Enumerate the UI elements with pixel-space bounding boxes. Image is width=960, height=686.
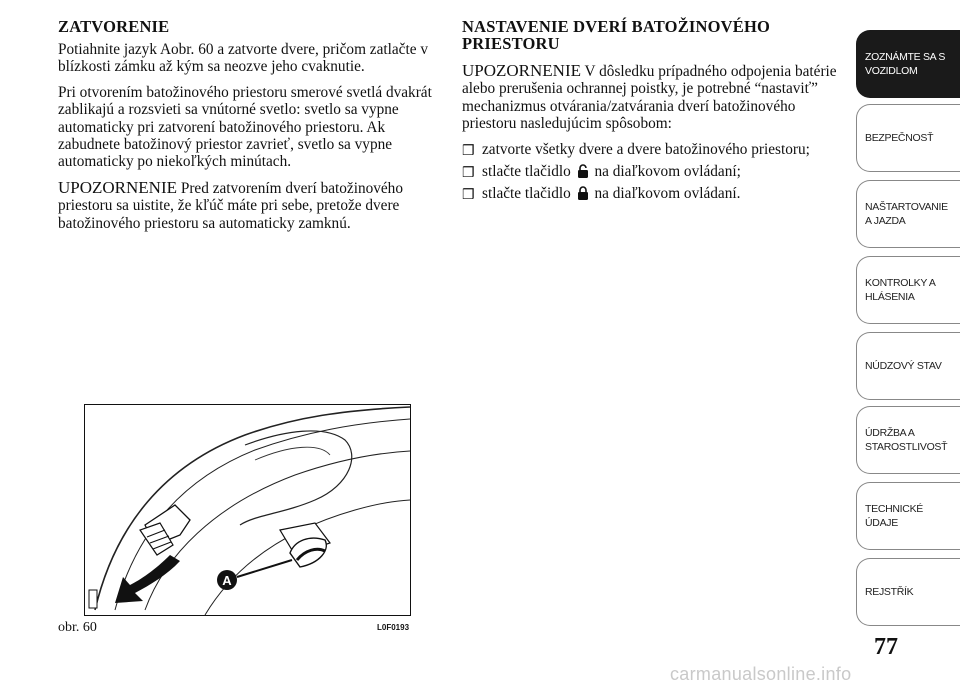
- warning-paragraph-key: [58, 179, 438, 232]
- tab-safety[interactable]: [856, 104, 960, 172]
- tab-warning-lights[interactable]: [856, 256, 960, 324]
- tab-label: TECHNICKÉ ÚDAJE: [865, 503, 923, 529]
- figure-code: L0F0193: [377, 623, 410, 632]
- lock-open-icon: [577, 164, 589, 178]
- list-item-text: zatvorte všetky dvere a dvere batožinového priestoru;: [482, 140, 810, 158]
- list-item-text: na diaľkovom ovládaní.: [594, 185, 741, 203]
- tab-label: NÚDZOVÝ STAV: [865, 360, 942, 372]
- figure-trunk-handle: [84, 404, 411, 616]
- page-number: 77: [874, 634, 898, 660]
- list-item: [462, 163, 852, 180]
- watermark-text: carmanualsonline.info: [670, 664, 852, 684]
- warning-text: Pred zatvorením dverí batožinového priestoru sa uistite, že kľúč máte pri sebe, pretože dvere batožinového priestoru sa automaticky zamknú.: [58, 179, 403, 232]
- tab-index[interactable]: [856, 558, 960, 626]
- list-item-text: na diaľkovom ovládaní;: [594, 163, 741, 181]
- tab-label: REJSTŘÍK: [865, 586, 914, 598]
- lock-closed-icon: [577, 186, 589, 200]
- tab-maintenance[interactable]: [856, 406, 960, 474]
- list-item: [462, 185, 852, 202]
- procedure-list: [462, 141, 852, 203]
- figure-caption: obr. 60: [58, 620, 97, 635]
- checkbox-bullet-icon: ❒: [462, 143, 475, 159]
- figure-label-a: A: [222, 573, 232, 588]
- tab-label: NAŠTARTOVANIE A JAZDA: [865, 201, 948, 227]
- tab-label: KONTROLKY A HLÁSENIA: [865, 277, 936, 303]
- tab-starting-driving[interactable]: [856, 180, 960, 248]
- trunk-illustration: [85, 405, 410, 615]
- tab-technical-data[interactable]: [856, 482, 960, 550]
- section-heading-setup: [462, 18, 852, 52]
- left-column: [58, 18, 438, 240]
- checkbox-bullet-icon: ❒: [462, 188, 475, 204]
- warning-paragraph-battery: [462, 62, 852, 133]
- tab-label: BEZPEČNOSŤ: [865, 132, 934, 144]
- heading-line-1: NASTAVENIE DVERÍ BATOŽINOVÉHO: [462, 17, 771, 36]
- paragraph-lights-info: Pri otvorením batožinového priestoru smerové svetlá dvakrát zablikajú a rozsvieti sa vnútorné svetlo: svetlo sa vypne automaticky pri zatvorení batožinového priestoru. Ak zabudnete batožinový priestor zavrieť, svetlo sa vypne automaticky po niekoľkých minútach.: [58, 83, 432, 171]
- tab-emergency[interactable]: [856, 332, 960, 400]
- heading-line-2: PRIESTORU: [462, 34, 560, 53]
- tab-getting-to-know-vehicle[interactable]: [856, 30, 960, 98]
- list-item-text: stlačte tlačidlo: [482, 185, 571, 203]
- tab-label: ÚDRŽBA A STAROSTLIVOSŤ: [865, 427, 948, 453]
- warning-label: UPOZORNENIE: [462, 61, 581, 80]
- paragraph-closing-instructions: Potiahnite jazyk Aobr. 60 a zatvorte dvere, pričom zatlačte v blízkosti zámku až kým sa neozve jeho cvaknutie.: [58, 41, 428, 76]
- right-column: [462, 18, 852, 208]
- list-item-text: stlačte tlačidlo: [482, 163, 571, 181]
- list-item: [462, 141, 852, 158]
- checkbox-bullet-icon: ❒: [462, 166, 475, 182]
- tab-label: ZOZNÁMTE SA S VOZIDLOM: [865, 51, 946, 77]
- warning-text: V dôsledku prípadného odpojenia batérie alebo prerušenia ochrannej poistky, je potrebné “nastaviť” mechanizmus otvárania/zatvárania dverí batožinového priestoru nasledujúcim spôsobom:: [462, 63, 837, 133]
- warning-label: UPOZORNENIE: [58, 177, 177, 197]
- chapter-sidebar: [856, 0, 960, 686]
- section-heading-closing: ZATVORENIE: [58, 17, 170, 36]
